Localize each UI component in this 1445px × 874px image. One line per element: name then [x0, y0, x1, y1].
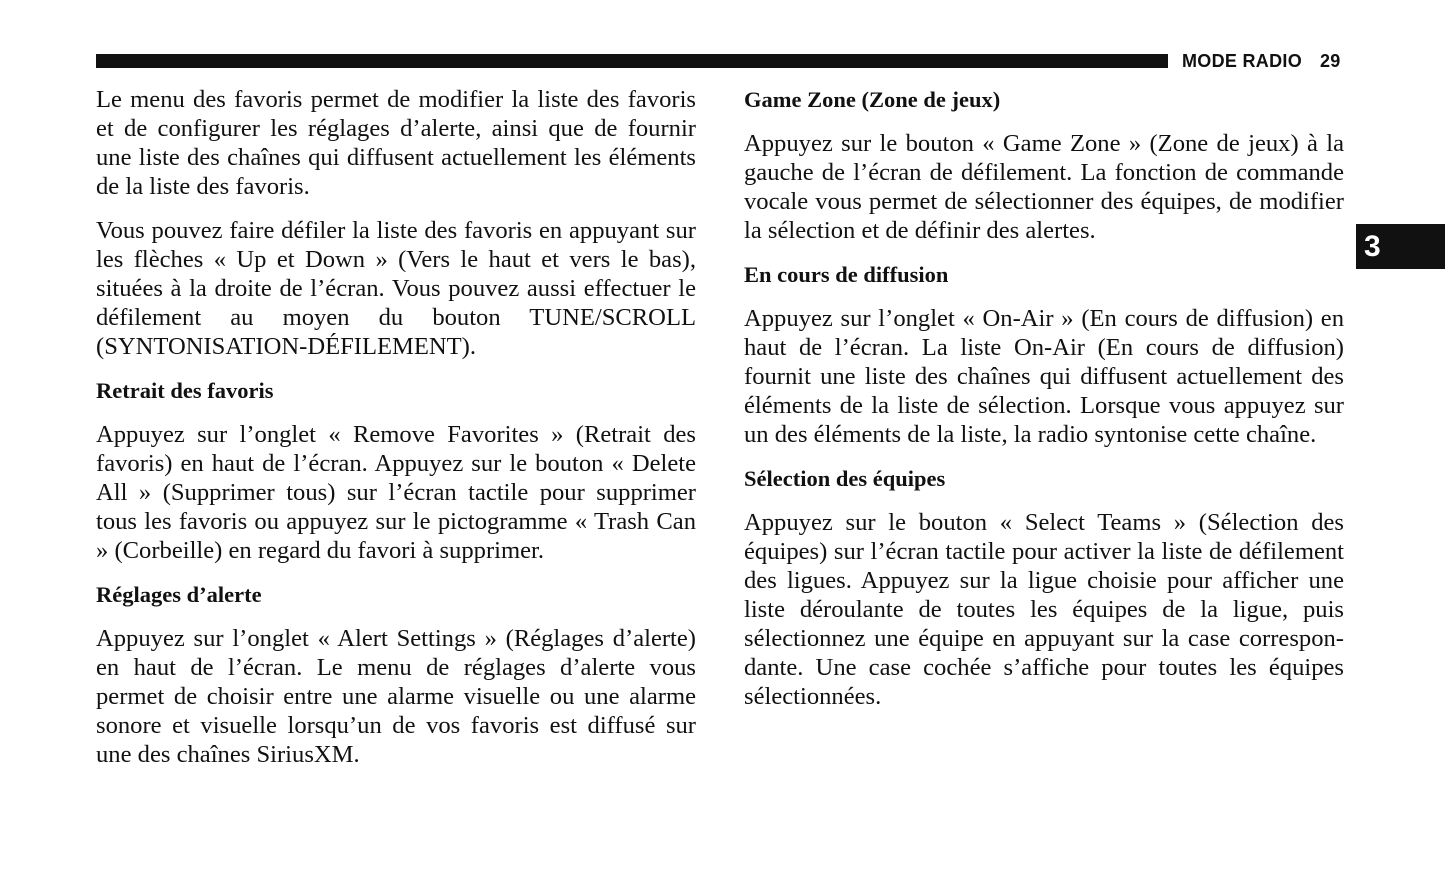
header-rule [96, 54, 1168, 68]
select-teams-heading: Sélection des équipes [744, 466, 946, 491]
intro-paragraph: Le menu des favoris permet de modifier la liste des favoris et de configurer les réglages d’alerte, ainsi que de fournir une liste des chaînes qui diffusent actuellement les éléments de la liste des favoris. [96, 86, 696, 200]
remove-favorites-heading: Retrait des favoris [96, 378, 274, 403]
page-number: 29 [1320, 51, 1341, 71]
running-header [1182, 50, 1341, 72]
section-title: MODE RADIO [1182, 51, 1302, 71]
on-air-heading: En cours de diffusion [744, 262, 949, 287]
scroll-paragraph: Vous pouvez faire défiler la liste des favoris en appuyant sur les flèches « Up et Down » (Vers le haut et vers le bas), situées à la droite de l’écran. Vous pouvez aussi effectuer le défilement au moyen du bouton TUNE/SCROLL (SYNTONISATION-DÉFILEMENT). [96, 217, 696, 360]
alert-settings-paragraph: Appuyez sur l’onglet « Alert Settings » (Réglages d’alerte) en haut de l’écran. Le menu de réglages d’alerte vous permet de choisir entre une alarme visuelle ou une alarme sonore et visuelle lorsqu’un de vos favoris est diffusé sur une des chaînes SiriusXM. [96, 625, 696, 768]
right-column [744, 85, 1344, 726]
chapter-tab: 3 [1356, 224, 1445, 269]
alert-settings-heading: Réglages d’alerte [96, 582, 262, 607]
game-zone-heading: Game Zone (Zone de jeux) [744, 87, 1001, 112]
select-teams-paragraph: Appuyez sur le bouton « Select Teams » (Sélection des équipes) sur l’écran tactile pour activer la liste de défilement des ligues. Appuyez sur la ligue choisie pour afficher une liste déroulante de toutes les équipes de la ligue, puis sélectionnez une équipe en appuyant sur la case correspondante. Une case cochée s’affiche pour toutes les équipes sélectionnées. [744, 509, 1344, 710]
on-air-paragraph: Appuyez sur l’onglet « On-Air » (En cours de diffusion) en haut de l’écran. La liste On-Air (En cours de diffusion) fournit une liste des chaînes qui diffusent actuellement des éléments de la liste de sélection. Lorsque vous appuyez sur un des éléments de la liste, la radio syntonise cette chaîne. [744, 305, 1344, 448]
game-zone-paragraph: Appuyez sur le bouton « Game Zone » (Zone de jeux) à la gauche de l’écran de défilement. La fonction de commande vocale vous permet de sélectionner des équipes, de modifier la sélection et de définir des alertes. [744, 130, 1344, 244]
remove-favorites-paragraph: Appuyez sur l’onglet « Remove Favorites » (Retrait des favoris) en haut de l’écran. Appuyez sur le bouton « Delete All » (Supprimer tous) sur l’écran tactile pour supprimer tous les favoris ou appuyez sur le pictogramme « Trash Can » (Corbeille) en regard du favori à supprimer. [96, 421, 696, 564]
left-column [96, 85, 696, 784]
